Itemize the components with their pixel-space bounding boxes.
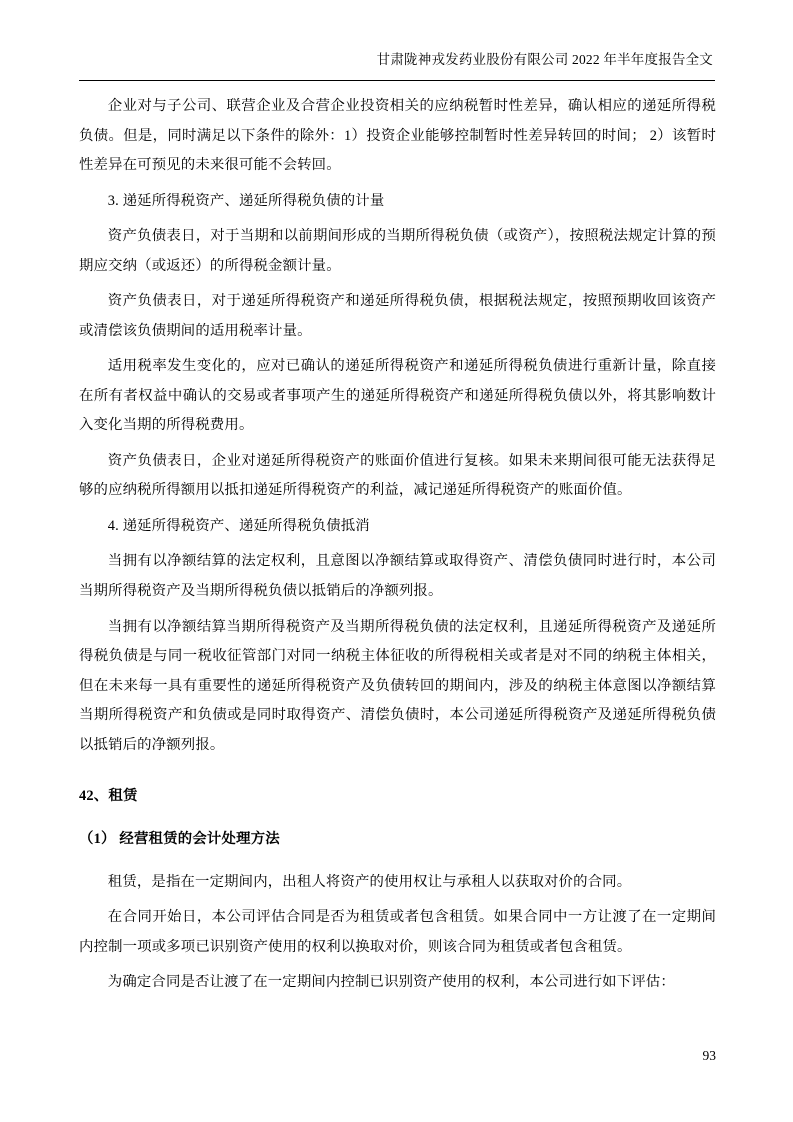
spacer (79, 760, 716, 782)
paragraph: 在合同开始日，本公司评估合同是否为租赁或者包含租赁。如果合同中一方让渡了在一定期间内控制一项或多项已识别资产使用的权利以换取对价，则该合同为租赁或者包含租赁。 (79, 909, 716, 955)
paragraph: 为确定合同是否让渡了在一定期间内控制已识别资产使用的权利，本公司进行如下评估： (107, 974, 675, 991)
page-header: 甘肃陇神戎发药业股份有限公司 2022 年半年度报告全文 (376, 52, 713, 67)
page-number: 93 (702, 1048, 716, 1063)
page-content (79, 92, 716, 998)
spacer (79, 811, 716, 825)
subsection-heading: 3. 递延所得税资产、递延所得税负债的计量 (107, 192, 385, 209)
section-heading: 42、租赁 (79, 788, 138, 805)
paragraph: 当拥有以净额结算的法定权利，且意图以净额结算或取得资产、清偿负债同时进行时，本公司当期所得税资产及当期所得税负债以抵销后的净额列报。 (79, 553, 716, 599)
subsection-heading: 4. 递延所得税资产、递延所得税负债抵消 (107, 517, 370, 534)
paragraph: 资产负债表日，对于递延所得税资产和递延所得税负债，根据税法规定，按照预期收回该资产或清偿该负债期间的适用税率计量。 (79, 293, 716, 339)
spacer (79, 854, 716, 868)
paragraph: 当拥有以净额结算当期所得税资产及当期所得税负债的法定权利，且递延所得税资产及递延所得税负债是与同一税收征管部门对同一纳税主体征收的所得税相关或者是对不同的纳税主体相关，但在未来每一具有重要性的递延所得税资产及负债转回的期间内，涉及的纳税主体意图以净额结算当期所得税资产和负债或是同时取得资产、清偿负债时，本公司递延所得税资产及递延所得税负债以抵销后的净额列报。 (79, 618, 716, 753)
subsection-heading: （1） 经营租赁的会计处理方法 (79, 830, 280, 847)
paragraph: 适用税率发生变化的，应对已确认的递延所得税资产和递延所得税负债进行重新计量，除直接在所有者权益中确认的交易或者事项产生的递延所得税资产和递延所得税负债以外，将其影响数计入变化当期的所得税费用。 (79, 358, 716, 434)
header-divider (79, 80, 715, 81)
paragraph: 资产负债表日，对于当期和以前期间形成的当期所得税负债（或资产），按照税法规定计算的预期应交纳（或返还）的所得税金额计量。 (79, 228, 716, 274)
paragraph: 企业对与子公司、联营企业及合营企业投资相关的应纳税暂时性差异，确认相应的递延所得税负债。但是，同时满足以下条件的除外：1）投资企业能够控制暂时性差异转回的时间； 2）该暂时性差异在可预见的未来很可能不会转回。 (79, 98, 716, 174)
paragraph: 资产负债表日，企业对递延所得税资产的账面价值进行复核。如果未来期间很可能无法获得足够的应纳税所得额用以抵扣递延所得税资产的利益，减记递延所得税资产的账面价值。 (79, 452, 716, 499)
paragraph: 租赁，是指在一定期间内，出租人将资产的使用权让与承租人以获取对价的合同。 (107, 873, 632, 890)
